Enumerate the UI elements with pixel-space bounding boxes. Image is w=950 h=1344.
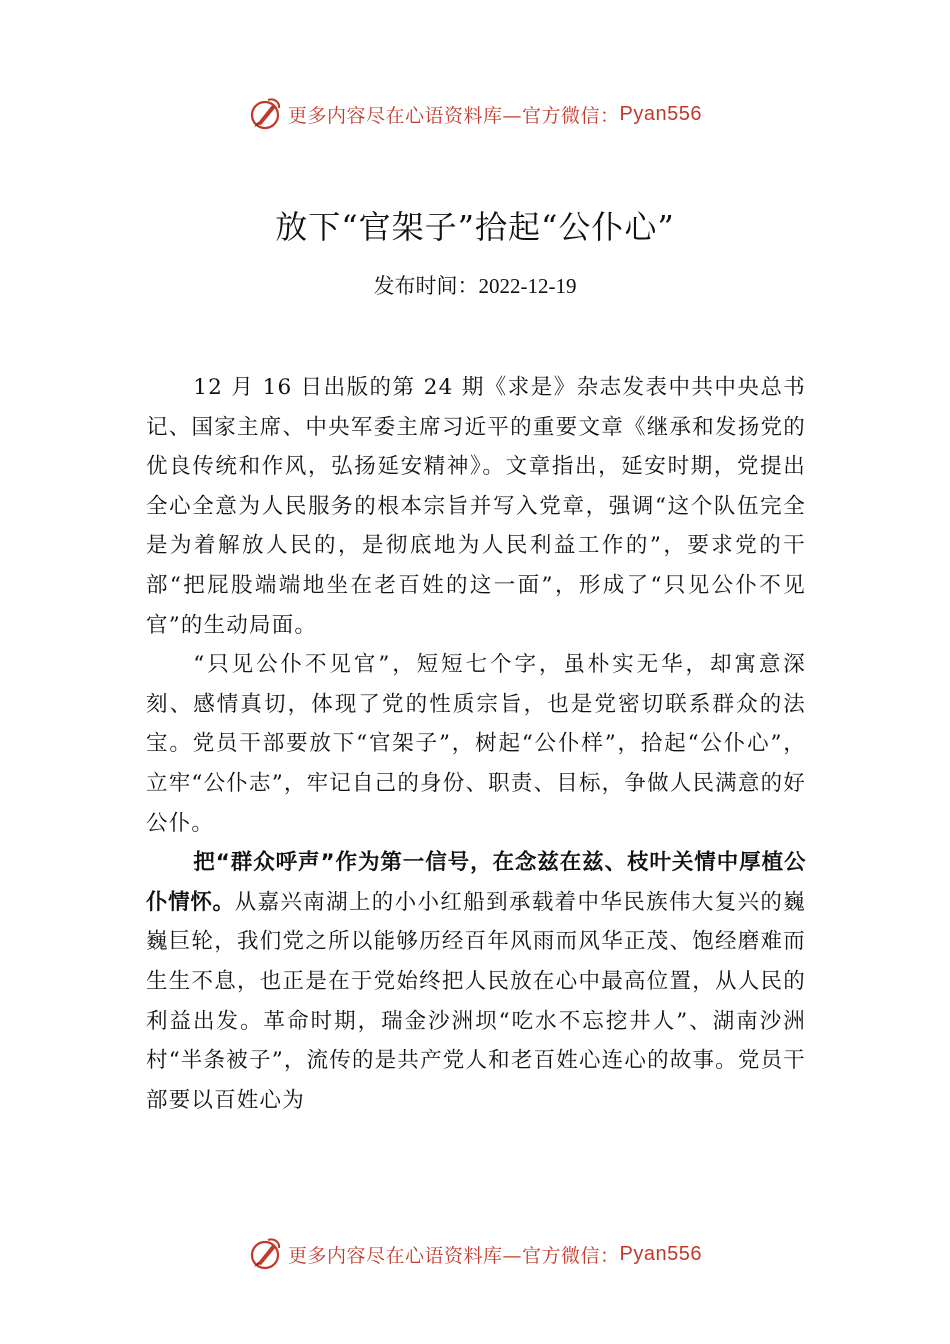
wechat-id: Pyan556	[619, 1242, 702, 1265]
paragraph	[146, 645, 806, 843]
paragraph-text: “只见公仆不见官”，短短七个字，虽朴实无华，却寓意深刻、感情真切，体现了党的性质宗旨，也是党密切联系群众的法宝。党员干部要放下“官架子”，树起“公仆样”，拾起“公仆心”，立牢“公仆志”，牢记自己的身份、职责、目标，争做人民满意的好公仆。	[146, 652, 806, 836]
watermark-text: 更多内容尽在心语资料库—官方微信：	[288, 1244, 620, 1267]
paragraph	[146, 368, 806, 645]
watermark-banner-bottom	[0, 1234, 950, 1274]
article-body	[146, 368, 806, 1120]
article-title: 放下“官架子”拾起“公仆心”	[275, 208, 675, 246]
quill-pen-icon	[248, 1236, 284, 1272]
paragraph	[146, 843, 806, 1120]
publish-date	[0, 270, 950, 300]
paragraph-text: 从嘉兴南湖上的小小红船到承载着中华民族伟大复兴的巍巍巨轮，我们党之所以能够历经百年风雨而风华正茂、饱经磨难而生生不息，也正是在于党始终把人民放在心中最高位置，从人民的利益出发。革命时期，瑞金沙洲坝“吃水不忘挖井人”、湖南沙洲村“半条被子”，流传的是共产党人和老百姓心连心的故事。党员干部要以百姓心为	[146, 889, 806, 1113]
quill-pen-icon	[248, 96, 284, 132]
watermark-banner-top	[0, 94, 950, 134]
date-value: 2022-12-19	[478, 274, 577, 298]
paragraph-text: 12 月 16 日出版的第 24 期《求是》杂志发表中共中央总书记、国家主席、中央军委主席习近平的重要文章《继承和发扬党的优良传统和作风，弘扬延安精神》。文章指出，延安时期，党提出全心全意为人民服务的根本宗旨并写入党章，强调“这个队伍完全是为着解放人民的，是彻底地为人民利益工作的”，要求党的干部“把屁股端端地坐在老百姓的这一面”，形成了“只见公仆不见官”的生动局面。	[146, 375, 806, 638]
paragraph-heading: 把“群众呼声”作为第一信号，在念兹在兹、枝叶关情中厚植公仆情怀。	[146, 850, 806, 915]
date-label: 发布时间：	[373, 274, 479, 298]
wechat-id: Pyan556	[619, 102, 702, 125]
watermark-text: 更多内容尽在心语资料库—官方微信：	[288, 104, 620, 127]
